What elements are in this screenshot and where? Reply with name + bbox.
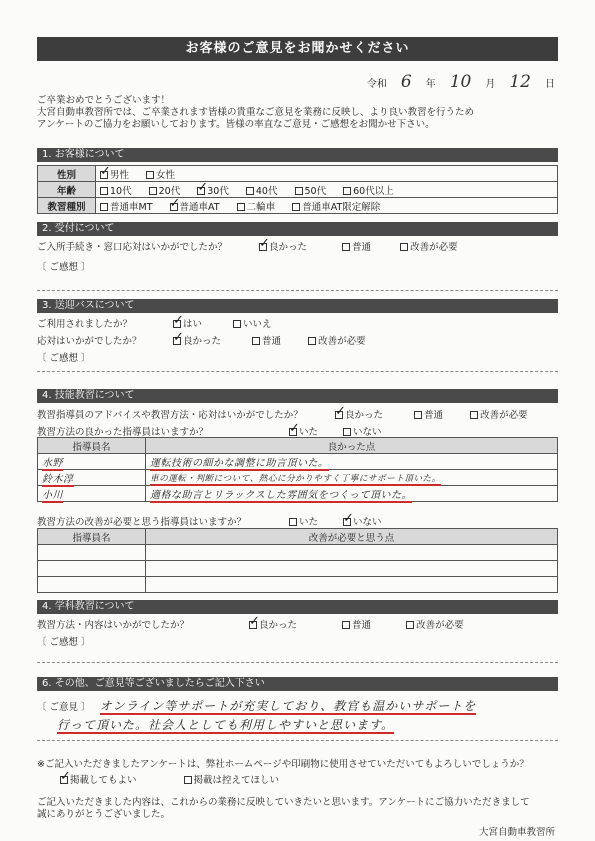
opinion-comment-label: 〔 ご意見 〕 bbox=[37, 702, 91, 713]
lecture-question: 教習方法・内容はいかがでしたか？ ✓ 良かった 普通 改善が必要 bbox=[37, 617, 558, 631]
course-option[interactable]: 二輪車 bbox=[237, 199, 276, 213]
consent-question: ※ご記入いただきましたアンケートは、弊社ホームページや印刷物に使用させていただいてもよろしいでしょうか？ bbox=[37, 759, 529, 770]
checkbox-icon[interactable] bbox=[342, 243, 350, 251]
gender-option[interactable]: 女性 bbox=[146, 167, 175, 181]
section-5-header: 4. 学科教習について bbox=[37, 600, 558, 614]
date-field: 令和 6 年 10 月 12 日 bbox=[366, 72, 555, 92]
reception-question: ご入所手続き・窓口応対はいかがでしたか？ ✓ 良かった 普通 改善が必要 bbox=[37, 239, 558, 253]
consent-option[interactable]: 掲載は控えてほしい bbox=[184, 772, 280, 786]
checkbox-icon[interactable] bbox=[289, 518, 297, 526]
checkbox-icon[interactable] bbox=[246, 187, 254, 195]
footer-text: ご記入いただきました内容は、これからの業務に反映していきたいと思います。アンケートにご協力いただきまして 誠にありがとうございました。 bbox=[37, 797, 530, 820]
checkbox-icon[interactable] bbox=[170, 203, 178, 211]
checkbox-icon[interactable] bbox=[60, 776, 68, 784]
divider bbox=[37, 371, 558, 372]
opinion-comment-line: オンライン等サポートが充実しており、教官も温かいサポートを bbox=[99, 699, 477, 713]
checkbox-icon[interactable] bbox=[100, 203, 108, 211]
checkbox-icon[interactable] bbox=[343, 518, 351, 526]
checkbox-icon[interactable] bbox=[173, 320, 181, 328]
age-option[interactable]: 60代以上 bbox=[343, 183, 394, 197]
checkbox-icon[interactable] bbox=[335, 411, 343, 419]
date-era: 令和 bbox=[366, 79, 387, 90]
checkbox-icon[interactable] bbox=[237, 203, 245, 211]
bad-instructor-question: 教習方法の改善が必要と思う指導員はいますか？ いた ✓ いない bbox=[37, 514, 558, 528]
intro-text: ご卒業おめでとうございます！ 大宮自動車教習所では、ご卒業されます皆様の貴重なご意見を業務に反映し、より良い教習を行うため アンケートのご協力をお願いしております。皆様の率直なご意見・ご感想をお聞かせ下さい。 bbox=[37, 95, 475, 130]
bus-comment-label: 〔 ご感想 〕 bbox=[37, 353, 91, 364]
instructor-good-point: 車の運転・判断について、熱心に分かりやすく丁寧にサポート頂いた。 bbox=[150, 473, 441, 484]
checkbox-icon[interactable] bbox=[292, 203, 300, 211]
course-option[interactable]: ✓ 普通車AT bbox=[170, 199, 220, 213]
bus-used-option[interactable]: いいえ bbox=[233, 316, 272, 330]
bus-used-option[interactable]: ✓ はい bbox=[173, 316, 202, 330]
reception-option[interactable]: 改善が必要 bbox=[400, 239, 458, 253]
checkbox-icon[interactable] bbox=[149, 187, 157, 195]
date-day-value: 12 bbox=[509, 72, 531, 92]
instructor-name: 鈴木淳 bbox=[42, 474, 74, 485]
consent-options bbox=[60, 772, 581, 786]
instructor-name: 水野 bbox=[42, 458, 63, 469]
age-option[interactable]: 50代 bbox=[295, 183, 327, 197]
good-instructor-table: 指導員名 良かった点 水野 運転技術の細かな調整に助言頂いた。 鈴木淳 車の運転・判断について、熱心に分かりやすく丁寧にサポート頂いた。 小川 適格な助言とリラックスした雰囲気をつくって頂いた。 bbox=[37, 437, 558, 502]
table-row bbox=[38, 561, 558, 577]
reception-option[interactable]: ✓ 良かった bbox=[259, 239, 307, 253]
age-option[interactable]: ✓ 30代 bbox=[197, 183, 229, 197]
instructor-name: 小川 bbox=[42, 490, 63, 501]
gender-options bbox=[96, 166, 558, 182]
checkbox-icon[interactable] bbox=[289, 428, 297, 436]
lecture-option[interactable]: ✓ 良かった bbox=[249, 617, 297, 631]
divider bbox=[37, 740, 558, 741]
lecture-option[interactable]: 普通 bbox=[342, 617, 371, 631]
checkbox-icon[interactable] bbox=[252, 337, 260, 345]
checkbox-icon[interactable] bbox=[184, 776, 192, 784]
checkbox-icon[interactable] bbox=[470, 411, 478, 419]
divider bbox=[37, 662, 558, 663]
page-title: お客様のご意見をお聞かせください bbox=[37, 37, 558, 61]
table-row bbox=[38, 545, 558, 561]
section-3-header: 3. 送迎バスについて bbox=[37, 299, 558, 313]
section-4-header: 4. 技能教習について bbox=[37, 389, 558, 403]
good-instructor-option[interactable]: いない bbox=[343, 424, 382, 438]
section-1-header: 1. お客様について bbox=[37, 148, 558, 162]
reception-option[interactable]: 普通 bbox=[342, 239, 371, 253]
bus-service-option[interactable]: 普通 bbox=[252, 333, 281, 347]
checkbox-icon[interactable] bbox=[400, 243, 408, 251]
checkbox-icon[interactable] bbox=[308, 337, 316, 345]
instructor-good-point: 適格な助言とリラックスした雰囲気をつくって頂いた。 bbox=[150, 490, 412, 501]
bus-service-question: 応対はいかがでしたか？ ✓ 良かった 普通 改善が必要 bbox=[37, 333, 558, 347]
bus-service-option[interactable]: 改善が必要 bbox=[308, 333, 366, 347]
skill-option[interactable]: 普通 bbox=[414, 407, 443, 421]
customer-info-table: 性別 ✓ 男性 女性 年齢 10代 20代 ✓ 30代 40代 50代 60代以上 教習種別 普通車MT ✓ 普通車AT 二輪車 普通車AT限定解除 bbox=[37, 165, 558, 214]
bad-instructor-option[interactable]: いた bbox=[289, 514, 318, 528]
table-row bbox=[38, 470, 558, 486]
table-row bbox=[38, 486, 558, 502]
checkbox-icon[interactable] bbox=[173, 337, 181, 345]
age-option[interactable]: 20代 bbox=[149, 183, 181, 197]
instructor-good-point: 運転技術の細かな調整に助言頂いた。 bbox=[150, 458, 329, 469]
checkbox-icon[interactable] bbox=[249, 621, 257, 629]
lecture-option[interactable]: 改善が必要 bbox=[406, 617, 464, 631]
lecture-comment-label: 〔 ご感想 〕 bbox=[37, 637, 91, 648]
checkbox-icon[interactable] bbox=[146, 171, 154, 179]
good-instructor-question: 教習方法の良かった指導員はいますか？ ✓ いた いない bbox=[37, 424, 558, 438]
opinion-comment bbox=[37, 697, 558, 714]
skill-question: 教習指導員のアドバイスや教習方法・応対はいかがでしたか？ ✓ 良かった 普通 改善が必要 bbox=[37, 407, 558, 421]
reception-comment-label: 〔 ご感想 〕 bbox=[37, 262, 91, 273]
skill-option[interactable]: ✓ 良かった bbox=[335, 407, 383, 421]
checkbox-icon[interactable] bbox=[100, 171, 108, 179]
checkbox-icon[interactable] bbox=[343, 428, 351, 436]
section-2-header: 2. 受付について bbox=[37, 222, 558, 236]
bad-instructor-option[interactable]: ✓ いない bbox=[343, 514, 382, 528]
skill-option[interactable]: 改善が必要 bbox=[470, 407, 528, 421]
course-option[interactable]: 普通車AT限定解除 bbox=[292, 199, 380, 213]
table-row bbox=[38, 454, 558, 470]
gender-option[interactable]: ✓ 男性 bbox=[100, 167, 129, 181]
checkbox-icon[interactable] bbox=[342, 621, 350, 629]
opinion-comment-line: 行って頂いた。社会人としても利用しやすいと思います。 bbox=[57, 718, 395, 732]
checkbox-icon[interactable] bbox=[343, 187, 351, 195]
consent-option[interactable]: ✓掲載してもよい bbox=[60, 772, 137, 786]
table-row bbox=[38, 577, 558, 593]
checkbox-icon[interactable] bbox=[295, 187, 303, 195]
checkbox-icon[interactable] bbox=[259, 243, 267, 251]
checkbox-icon[interactable] bbox=[414, 411, 422, 419]
age-options bbox=[96, 182, 558, 198]
date-year-value: 6 bbox=[400, 72, 412, 92]
divider bbox=[37, 290, 558, 291]
checkbox-icon[interactable] bbox=[406, 621, 414, 629]
company-name: 大宮自動車教習所 bbox=[478, 827, 555, 838]
checkbox-icon[interactable] bbox=[100, 187, 108, 195]
bad-instructor-table: 指導員名 改善が必要と思う点 bbox=[37, 528, 558, 593]
date-month-value: 10 bbox=[449, 72, 472, 92]
checkbox-icon[interactable] bbox=[233, 320, 241, 328]
age-option[interactable]: 10代 bbox=[100, 183, 132, 197]
checkbox-icon[interactable] bbox=[197, 187, 205, 195]
course-option[interactable]: 普通車MT bbox=[100, 199, 153, 213]
bus-service-option[interactable]: ✓ 良かった bbox=[173, 333, 221, 347]
age-option[interactable]: 40代 bbox=[246, 183, 278, 197]
course-options bbox=[96, 198, 558, 214]
good-instructor-option[interactable]: ✓ いた bbox=[289, 424, 318, 438]
section-6-header: 6. その他、ご意見等ございましたらご記入下さい bbox=[37, 677, 558, 691]
bus-used-question: ご利用されましたか？ ✓ はい いいえ bbox=[37, 316, 558, 330]
